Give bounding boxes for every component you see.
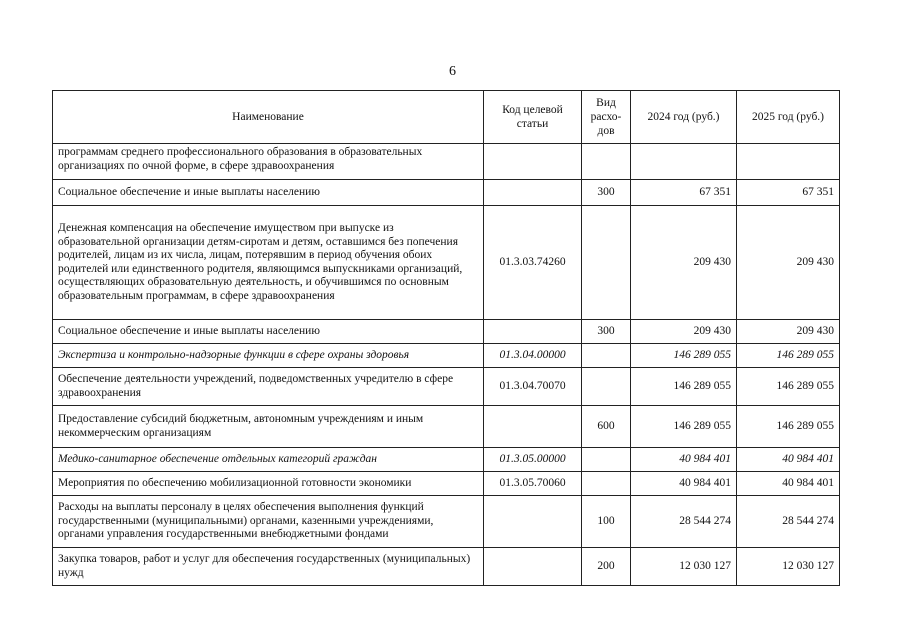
table-row xyxy=(53,344,840,368)
row-name: Мероприятия по обеспечению мобилизационной готовности экономики xyxy=(53,472,484,496)
table-row xyxy=(53,180,840,206)
row-name: Обеспечение деятельности учреждений, подведомственных учредителю в сфере здравоохранения xyxy=(53,368,484,406)
row-name: Денежная компенсация на обеспечение имуществом при выпуске из образовательной организации детям-сиротам и детям, оставшимся без попечения родителей, лицам из их числа, лицам, потерявшим в период обучения обоих родителей или единственного родителя, являющимся выпускниками организаций, осуществляющих образовательную деятельность, и обучившимся по основным образовательным программам, в сфере здравоохранения xyxy=(53,206,484,320)
table-row xyxy=(53,320,840,344)
row-2024: 209 430 xyxy=(631,206,737,320)
row-2025: 40 984 401 xyxy=(737,472,840,496)
row-code xyxy=(484,320,582,344)
row-2025: 28 544 274 xyxy=(737,496,840,548)
row-name: Медико-санитарное обеспечение отдельных категорий граждан xyxy=(53,448,484,472)
row-kind: 300 xyxy=(582,320,631,344)
table-row xyxy=(53,448,840,472)
row-code: 01.3.05.00000 xyxy=(484,448,582,472)
row-code: 01.3.05.70060 xyxy=(484,472,582,496)
row-code: 01.3.03.74260 xyxy=(484,206,582,320)
row-kind xyxy=(582,368,631,406)
row-2024: 67 351 xyxy=(631,180,737,206)
row-name: Социальное обеспечение и иные выплаты населению xyxy=(53,180,484,206)
row-2024: 146 289 055 xyxy=(631,368,737,406)
row-name: Экспертиза и контрольно-надзорные функции в сфере охраны здоровья xyxy=(53,344,484,368)
row-code xyxy=(484,496,582,548)
row-code: 01.3.04.70070 xyxy=(484,368,582,406)
row-2024: 209 430 xyxy=(631,320,737,344)
row-code xyxy=(484,548,582,586)
row-2025: 40 984 401 xyxy=(737,448,840,472)
row-kind: 600 xyxy=(582,406,631,448)
row-2025: 67 351 xyxy=(737,180,840,206)
row-code xyxy=(484,406,582,448)
row-2024 xyxy=(631,144,737,180)
header-name: Наименование xyxy=(53,91,484,144)
row-name: Социальное обеспечение и иные выплаты населению xyxy=(53,320,484,344)
header-code: Код целевой статьи xyxy=(484,91,582,144)
row-kind: 300 xyxy=(582,180,631,206)
row-kind xyxy=(582,448,631,472)
row-2024: 146 289 055 xyxy=(631,406,737,448)
table-row xyxy=(53,144,840,180)
row-2024: 12 030 127 xyxy=(631,548,737,586)
row-code xyxy=(484,180,582,206)
row-code: 01.3.04.00000 xyxy=(484,344,582,368)
table-row xyxy=(53,206,840,320)
header-row xyxy=(53,91,840,144)
row-2024: 40 984 401 xyxy=(631,472,737,496)
row-name: Закупка товаров, работ и услуг для обеспечения государственных (муниципальных) нужд xyxy=(53,548,484,586)
header-kind: Вид расхо-дов xyxy=(582,91,631,144)
row-2025: 209 430 xyxy=(737,320,840,344)
row-kind: 100 xyxy=(582,496,631,548)
row-2025: 146 289 055 xyxy=(737,406,840,448)
row-kind xyxy=(582,206,631,320)
row-name: Расходы на выплаты персоналу в целях обеспечения выполнения функций государственными (муниципальными) органами, казенными учреждениями, органами управления государственными внебюджетными фондами xyxy=(53,496,484,548)
row-name: программам среднего профессионального образования в образовательных организациях по очной форме, в сфере здравоохранения xyxy=(53,144,484,180)
table-row xyxy=(53,496,840,548)
row-2025 xyxy=(737,144,840,180)
row-kind xyxy=(582,344,631,368)
row-2024: 146 289 055 xyxy=(631,344,737,368)
row-name: Предоставление субсидий бюджетным, автономным учреждениям и иным некоммерческим организациям xyxy=(53,406,484,448)
header-2025: 2025 год (руб.) xyxy=(737,91,840,144)
page-number: 6 xyxy=(449,64,456,79)
row-2025: 12 030 127 xyxy=(737,548,840,586)
row-2025: 146 289 055 xyxy=(737,344,840,368)
table-row xyxy=(53,472,840,496)
table-row xyxy=(53,406,840,448)
row-kind: 200 xyxy=(582,548,631,586)
row-2024: 28 544 274 xyxy=(631,496,737,548)
row-2024: 40 984 401 xyxy=(631,448,737,472)
table-row xyxy=(53,368,840,406)
header-2024: 2024 год (руб.) xyxy=(631,91,737,144)
budget-table xyxy=(52,90,840,586)
row-2025: 146 289 055 xyxy=(737,368,840,406)
table-row xyxy=(53,548,840,586)
row-kind xyxy=(582,472,631,496)
row-2025: 209 430 xyxy=(737,206,840,320)
row-code xyxy=(484,144,582,180)
row-kind xyxy=(582,144,631,180)
